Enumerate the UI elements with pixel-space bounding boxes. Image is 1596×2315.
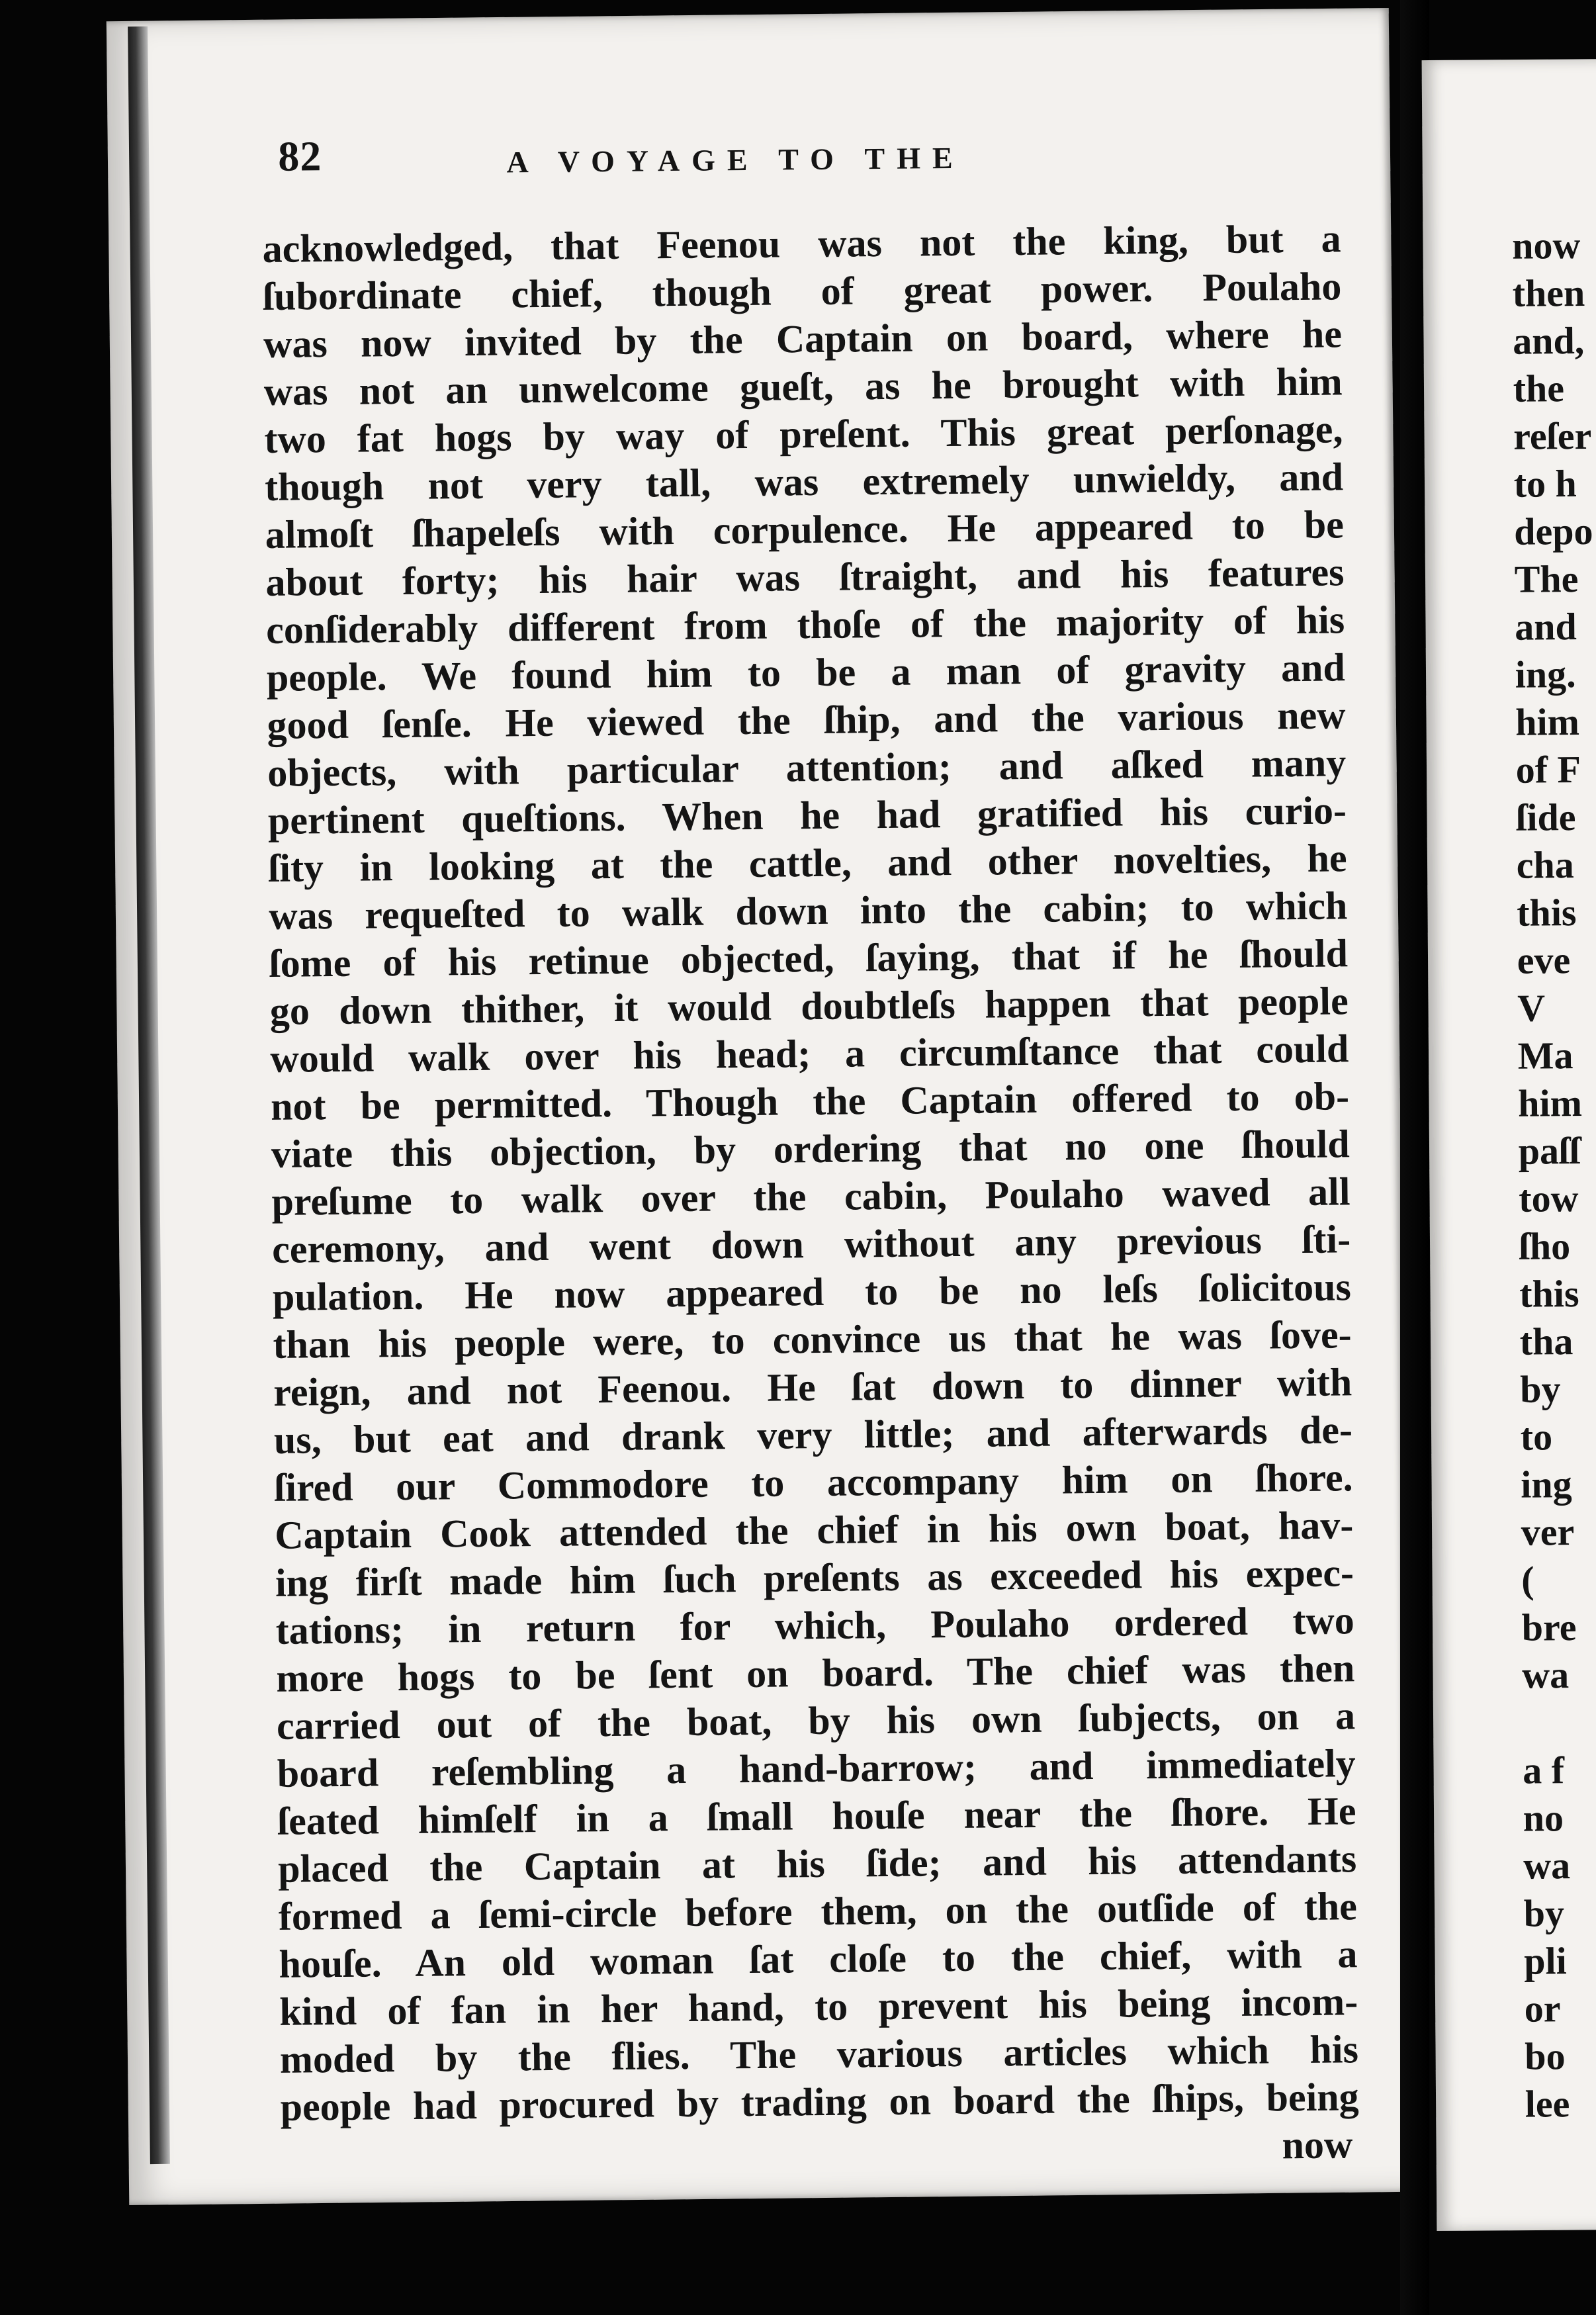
text-line: than his people were, to convince us that he was ſove- xyxy=(273,1312,1352,1367)
facing-line-fragment: no xyxy=(1523,1796,1564,1840)
text-line: ſired our Commodore to accompany him on ſhore. xyxy=(274,1455,1353,1510)
text-line: acknowledged, that Feenou was not the king, but a xyxy=(262,216,1341,271)
text-line: about forty; his hair was ſtraight, and his features xyxy=(265,550,1345,604)
facing-line-fragment: The xyxy=(1514,557,1579,601)
facing-line-fragment: reſer xyxy=(1513,414,1592,458)
facing-line-fragment: to xyxy=(1520,1415,1553,1459)
text-line: ing firſt made him ſuch preſents as exceeded his expec- xyxy=(275,1551,1354,1605)
facing-line-fragment: tow xyxy=(1519,1177,1579,1220)
text-line: formed a ſemi-circle before them, on the outſide of the xyxy=(278,1884,1358,1938)
text-line: ſeated himſelf in a ſmall houſe near the ſhore. He xyxy=(277,1789,1356,1843)
facing-line-fragment: lee xyxy=(1525,2082,1570,2126)
text-line: moded by the flies. The various articles which his xyxy=(279,2027,1359,2081)
facing-line-fragment: depo xyxy=(1513,509,1593,553)
text-line: preſume to walk over the cabin, Poulaho waved all xyxy=(271,1169,1351,1224)
text-line: tations; in return for which, Poulaho ordered two xyxy=(275,1598,1354,1653)
text-line: though not very tall, was extremely unwieldy, and xyxy=(264,455,1344,509)
facing-page-text xyxy=(1512,221,1596,2128)
text-line: good ſenſe. He viewed the ſhip, and the various new xyxy=(267,693,1346,747)
text-line: pertinent queſtions. When he had gratified his curio- xyxy=(267,788,1347,842)
facing-line-fragment: tha xyxy=(1519,1320,1574,1363)
facing-line-fragment: bre xyxy=(1521,1606,1577,1649)
facing-line-fragment: ing xyxy=(1521,1463,1572,1506)
text-line: people had procured by trading on board the ſhips, being xyxy=(280,2075,1359,2129)
facing-line-fragment: and, xyxy=(1512,318,1585,363)
facing-line-fragment: V xyxy=(1517,986,1546,1030)
facing-line-fragment: him xyxy=(1518,1081,1583,1125)
text-line: houſe. An old woman ſat cloſe to the chief, with a xyxy=(279,1932,1358,1986)
facing-line-fragment: this xyxy=(1517,891,1577,934)
text-line: not be permitted. Though the Captain offered to ob- xyxy=(270,1074,1350,1128)
facing-line-fragment: wa xyxy=(1523,1844,1571,1887)
text-line: ſome of his retinue objected, ſaying, that if he ſhould xyxy=(269,931,1349,985)
text-line: people. We found him to be a man of gravity and xyxy=(266,645,1346,700)
facing-line-fragment: now xyxy=(1511,224,1581,267)
facing-line-fragment: of F xyxy=(1515,748,1581,792)
text-line: would walk over his head; a circumſtance that could xyxy=(270,1026,1349,1081)
facing-line-fragment xyxy=(1523,1698,1596,1747)
text-line: pulation. He now appeared to be no leſs ſolicitous xyxy=(272,1265,1352,1319)
facing-line-fragment: then xyxy=(1512,271,1585,315)
text-line: carried out of the boat, by his own ſubjects, on a xyxy=(276,1694,1356,1748)
running-head-title: A VOYAGE TO THE xyxy=(506,140,965,179)
text-line: ſity in looking at the cattle, and other novelties, he xyxy=(268,836,1347,890)
text-line: kind of fan in her hand, to prevent his being incom- xyxy=(279,1979,1358,2034)
catchword: now xyxy=(1282,2122,1353,2167)
text-line: ceremony, and went down without any previous ſti- xyxy=(271,1217,1351,1271)
facing-line-fragment: paſſ xyxy=(1518,1129,1581,1173)
body-text xyxy=(262,214,1359,2179)
text-line: Captain Cook attended the chief in his own boat, hav- xyxy=(275,1503,1354,1557)
text-line: more hogs to be ſent on board. The chief was then xyxy=(276,1646,1355,1700)
facing-line-fragment: by xyxy=(1520,1367,1561,1411)
facing-line-fragment: by xyxy=(1523,1891,1565,1935)
facing-line-fragment: to h xyxy=(1513,462,1577,506)
facing-line-fragment: cha xyxy=(1516,843,1574,887)
facing-line-fragment: a f xyxy=(1523,1748,1565,1792)
text-line: viate this objection, by ordering that no one ſhould xyxy=(271,1122,1351,1176)
facing-line-fragment: ( xyxy=(1521,1558,1534,1602)
running-head xyxy=(261,122,1341,225)
text-line: was not an unwelcome gueſt, as he brought with him xyxy=(263,359,1343,414)
facing-line-fragment: or xyxy=(1524,1987,1561,2030)
text-line: was now invited by the Captain on board, where he xyxy=(263,312,1343,366)
page-text-block xyxy=(261,122,1360,2179)
text-line: us, but eat and drank very little; and afterwards de- xyxy=(273,1408,1353,1462)
text-line: two fat hogs by way of preſent. This great perſonage, xyxy=(264,407,1343,461)
facing-line-fragment: wa xyxy=(1522,1653,1570,1697)
facing-line-fragment: ing. xyxy=(1515,653,1576,696)
text-line: placed the Captain at his ſide; and his attendants xyxy=(277,1837,1357,1891)
facing-line-fragment: this xyxy=(1519,1272,1579,1316)
text-line: reign, and not Feenou. He ſat down to dinner with xyxy=(273,1360,1352,1414)
facing-line-fragment: ſho xyxy=(1519,1224,1571,1268)
facing-line-fragment: bo xyxy=(1525,2034,1566,2078)
page-number: 82 xyxy=(278,132,322,180)
facing-line-fragment: ſide xyxy=(1516,795,1576,839)
facing-line-fragment: him xyxy=(1515,700,1580,744)
facing-line-fragment: and xyxy=(1514,605,1577,649)
facing-line-fragment: eve xyxy=(1517,938,1571,982)
facing-line-fragment: pli xyxy=(1524,1939,1568,1983)
text-line: almoſt ſhapeleſs with corpulence. He appeared to be xyxy=(265,502,1345,557)
text-line: go down thither, it would doubtleſs happen that people xyxy=(269,979,1349,1033)
facing-line-fragment: the xyxy=(1513,367,1565,410)
text-line: ſubordinate chief, though of great power. Poulaho xyxy=(263,264,1342,318)
facing-line-fragment: ver xyxy=(1521,1510,1575,1554)
text-line: objects, with particular attention; and aſked many xyxy=(267,741,1347,795)
facing-line-fragment: Ma xyxy=(1517,1034,1574,1077)
text-line: board reſembling a hand-barrow; and immediately xyxy=(277,1741,1356,1795)
text-line: was requeſted to walk down into the cabin; to which xyxy=(269,884,1348,938)
text-line: conſiderably different from thoſe of the majority of his xyxy=(265,598,1345,652)
